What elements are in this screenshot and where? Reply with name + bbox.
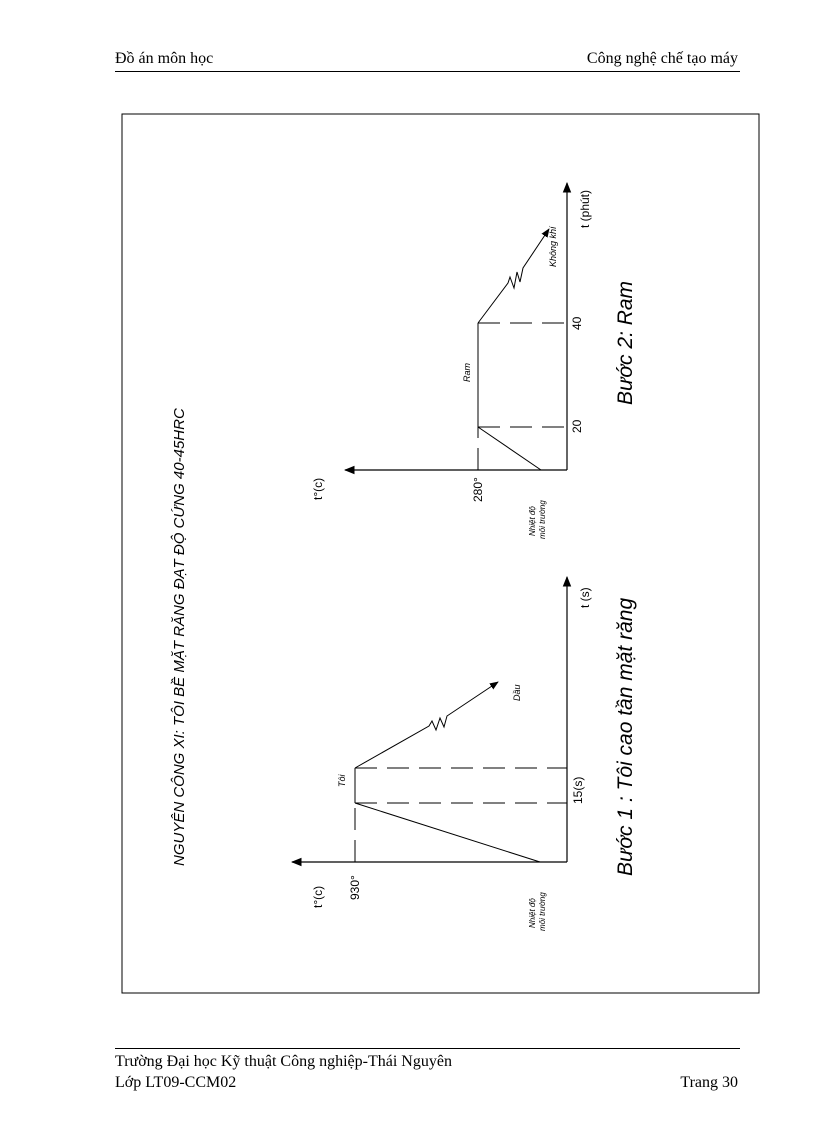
footer-page-number: Trang 30 xyxy=(680,1074,738,1091)
step1-ambient-label-1: Nhiệt độ xyxy=(528,898,537,928)
step2-caption: Bước 2: Ram xyxy=(614,280,637,405)
step2-heating-line xyxy=(478,427,541,470)
drawing-title: NGUYÊN CÔNG XI: TÔI BỀ MẶT RĂNG ĐẠT ĐỘ CỨNG 40-45HRC xyxy=(171,408,188,866)
drawing-frame xyxy=(122,114,759,993)
step1-caption: Bước 1 : Tôi cao tần mặt răng xyxy=(614,597,637,876)
step2-cooling-line xyxy=(478,229,549,323)
header-right-text: Công nghệ chế tạo máy xyxy=(586,50,738,67)
step2-temp-label: 280° xyxy=(471,477,485,502)
step1-cooling-label: Dầu xyxy=(512,684,522,701)
step1-heating-line xyxy=(355,803,540,862)
step2-y-axis-label: t°(c) xyxy=(311,477,325,500)
step2-time-label-1: 20 xyxy=(570,419,584,433)
step1-y-axis-label: t°(c) xyxy=(311,885,325,908)
footer-class: Lớp LT09-CCM02 xyxy=(115,1074,237,1091)
step2-process-label: Ram xyxy=(462,362,472,382)
step1-temp-label: 930° xyxy=(348,875,362,900)
footer-school: Trường Đại học Kỹ thuật Công nghiệp-Thái Nguyên xyxy=(115,1053,452,1070)
header-left-text: Đồ án môn học xyxy=(115,50,214,67)
footer-rule xyxy=(115,1048,740,1049)
step2-ambient-label-1: Nhiệt độ xyxy=(528,506,537,536)
step1-time-label: 15(s) xyxy=(571,776,585,804)
step2-x-axis-label: t (phút) xyxy=(578,189,592,228)
step1-x-axis-label: t (s) xyxy=(578,587,592,608)
step2-time-label-2: 40 xyxy=(570,316,584,330)
step1-ambient-label-2: môi trường xyxy=(538,892,547,931)
step1-cooling-line xyxy=(355,682,498,768)
step2-diagram xyxy=(345,183,567,470)
step2-ambient-label-2: môi trường xyxy=(538,500,547,539)
step2-cooling-label: Không khí xyxy=(548,226,558,267)
step1-diagram xyxy=(292,577,567,862)
step1-process-label: Tôi xyxy=(337,774,347,787)
